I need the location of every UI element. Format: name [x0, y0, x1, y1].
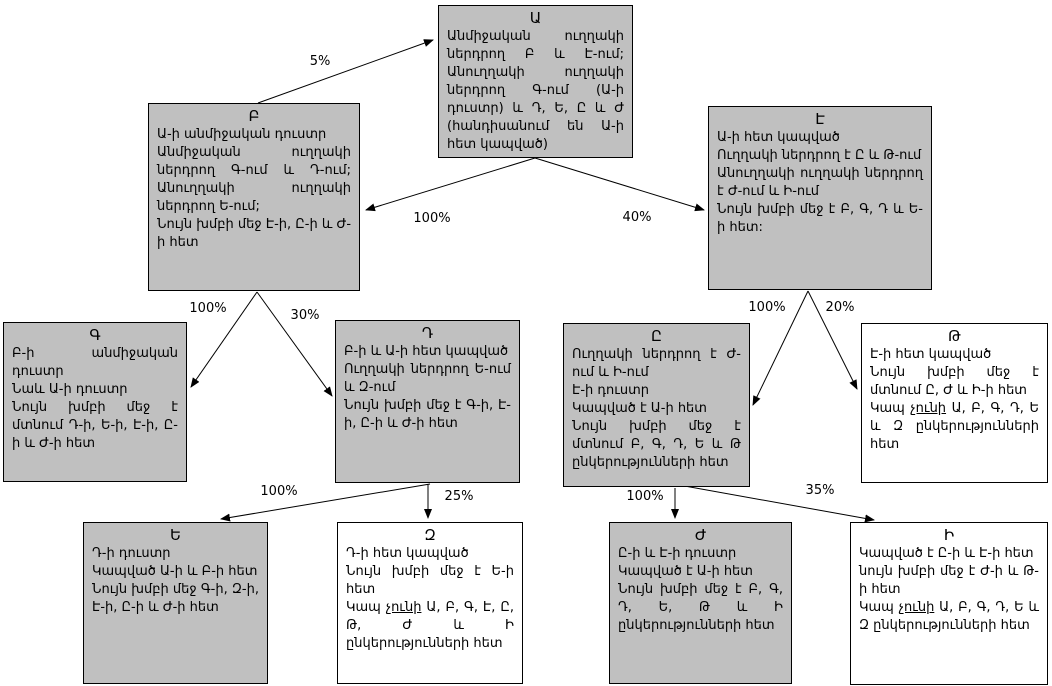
node-text-line: նույն խմբի մեջ է Ժ-ի և Թ-ի հետ [859, 564, 1039, 597]
node-text-line: Նույն խմբի մեջ է Ե-ի հետ [346, 564, 514, 597]
edge-label-et-ini: 35% [805, 483, 835, 498]
node-gim [3, 322, 187, 482]
node-da [335, 320, 520, 483]
text-segment: Ա, Բ, Գ, Դ, Ե և Զ ընկերությունների հետ [859, 600, 1039, 633]
node-title: Ա [529, 9, 542, 27]
node-text-line: Ա-ի հետ կապված [717, 130, 840, 145]
node-text-line: Ուղղակի ներդրող է Ը և Թ-ում [717, 148, 922, 163]
edge-label-ben-ayb: 5% [309, 54, 331, 69]
text-segment: Ա, Բ, Գ, Է, Ը, Թ, Ժ և Ի ընկերությունների հետ [346, 600, 514, 651]
node-title: Բ [248, 107, 260, 125]
text-segment: Կապ [870, 401, 911, 416]
node-text-line: Նույն խմբի մեջ է մտնում Ը, Ժ և Ի-ի հետ [870, 365, 1039, 398]
underlined-word: չունի [898, 600, 935, 615]
edge-label-eh-to: 20% [825, 300, 855, 315]
node-title: Ի [943, 526, 955, 544]
node-text-line: Կապված է Ա-ի հետ [618, 564, 753, 579]
edge-ayb-ben [366, 158, 535, 210]
edge-label-ben-da: 30% [290, 308, 320, 323]
edge-da-yech [221, 484, 430, 519]
edge-label-da-yech: 100% [260, 484, 298, 499]
node-title: Թ [948, 327, 961, 345]
node-zhe [609, 522, 792, 684]
node-text-line: Ը-ի և Է-ի դուստր [618, 546, 737, 561]
node-text-line [859, 599, 1039, 635]
node-et [563, 323, 750, 487]
node-text-line: Է-ի հետ կապված [870, 347, 992, 362]
node-text-line: Ա-ի անմիջական դուստր [157, 127, 327, 142]
node-title: Ժ [694, 526, 707, 544]
underlined-word: չունի [385, 600, 422, 615]
node-title: Ը [651, 327, 662, 345]
node-text-line: Անուղղակի ուղղակի ներդրող է Ժ-ում և Ի-ում [717, 166, 923, 199]
node-text-line: Դ-ի հետ կապված [346, 546, 469, 561]
edge-label-ayb-ben: 100% [413, 211, 451, 226]
edge-label-et-zhe: 100% [626, 489, 664, 504]
underlined-word: չունի [910, 401, 947, 416]
text-segment: Կապ [859, 600, 899, 615]
node-text-line: Կապված է Ը-ի և Է-ի հետ [859, 546, 1034, 561]
node-text-line [346, 599, 514, 653]
text-segment: Կապ [346, 600, 386, 615]
node-text-line: Բ-ի և Ա-ի հետ կապված [344, 344, 509, 359]
node-text-line: Նույն խմբի մեջ է մտնում Դ-ի, Ե-ի, Է-ի, Ը-ի և Ժ-ի հետ [12, 400, 178, 451]
node-text-line: Նույն խմբի մեջ է Բ, Գ, Դ, Ե, Թ և Ի ընկերությունների հետ [618, 582, 783, 633]
edge-label-ben-gim: 100% [189, 301, 227, 316]
node-ini [850, 522, 1048, 685]
node-title: Գ [89, 326, 101, 344]
node-title: Զ [424, 526, 436, 544]
node-text-line: Է-ի դուստր [572, 383, 650, 398]
node-to [861, 323, 1048, 483]
node-text-line: Կապված է Ա-ի հետ [572, 401, 707, 416]
node-text-line: Նույն խմբի մեջ Է-ի, Ը-ի և Ժ-ի հետ [157, 217, 352, 250]
node-text-line: Անմիջական ուղղակի ներդրող Գ-ում և Դ-ում; Անուղղակի ուղղակի ներդրող Ե-ում; [157, 145, 351, 214]
edge-label-da-za: 25% [444, 489, 474, 504]
node-title: Է [815, 110, 825, 128]
node-za [337, 522, 523, 684]
node-text-line: Բ-ի անմիջական դուստր [12, 346, 178, 379]
node-text-line: Նույն խմբի մեջ Գ-ի, Զ-ի, Է-ի, Ը-ի և Ժ-ի հետ [92, 582, 259, 615]
node-yech [83, 522, 268, 684]
node-eh [708, 106, 932, 290]
text-segment: Ա, Բ, Գ, Դ, Ե և Զ ընկերությունների հետ [870, 401, 1039, 452]
edge-label-ayb-eh: 40% [622, 210, 652, 225]
node-text-line: Կապված Ա-ի և Բ-ի հետ [92, 564, 258, 579]
node-ayb [438, 5, 633, 158]
node-text-line: Նաև Ա-ի դուստր [12, 382, 128, 397]
node-text-line: Նույն խմբի մեջ է Գ-ի, Է-ի, Ը-ի և Ժ-ի հետ [344, 398, 511, 431]
node-text-line [870, 400, 1039, 454]
node-title: Դ [421, 324, 434, 342]
edge-label-eh-et: 100% [748, 300, 786, 315]
node-text-line: Ուղղակի ներդրող Ե-ում և Զ-ում [344, 362, 511, 395]
node-ben [148, 103, 360, 291]
node-text-line: Դ-ի դուստր [92, 546, 171, 561]
edge-et-ini [679, 485, 874, 520]
node-text-line: Նույն խմբի մեջ է Բ, Գ, Դ և Ե-ի հետ: [717, 202, 923, 235]
node-text-line: Անմիջական ուղղակի ներդրող Բ և Է-ում; Անուղղակի ուղղակի ներդրող Գ-ում (Ա-ի դուստր) և Դ, Ե, Ը և Ժ (հանդիսանում են Ա-ի հետ կապված) [447, 29, 624, 152]
node-text-line: Նույն խմբի մեջ է մտնում Բ, Գ, Դ, Ե և Թ ընկերությունների հետ [572, 419, 741, 470]
edge-ben-ayb [258, 40, 433, 103]
node-text-line: Ուղղակի ներդրող է Ժ-ում և Ի-ում [572, 347, 741, 380]
node-title: Ե [170, 526, 181, 544]
edge-ayb-eh [535, 158, 704, 210]
